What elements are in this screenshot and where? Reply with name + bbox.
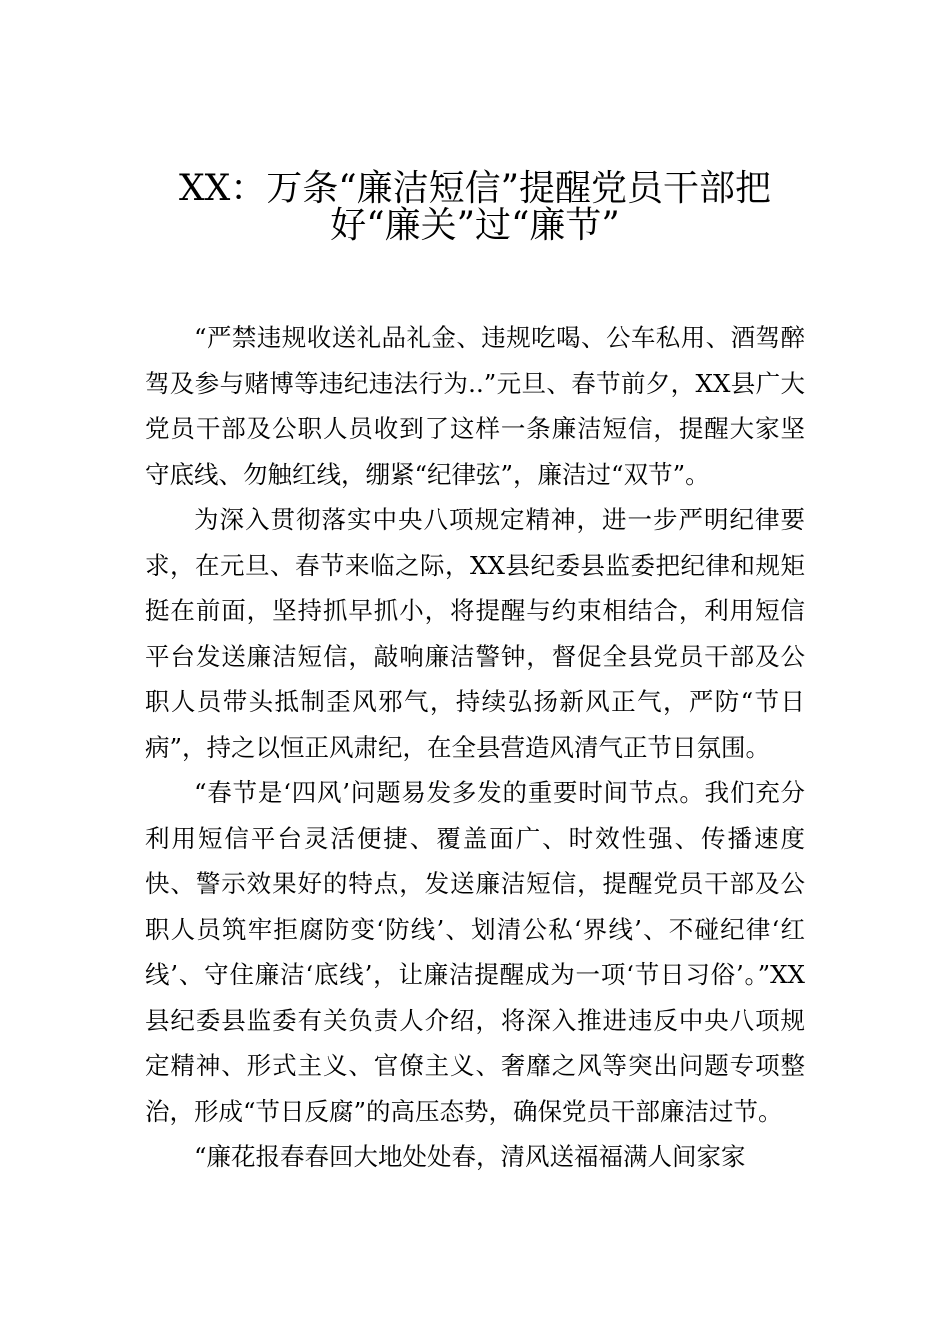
document-body [145, 315, 805, 1180]
paragraph-3: “春节是‘四风’问题易发多发的重要时间节点。我们充分利用短信平台灵活便捷、覆盖面广、时效性强、传播速度快、警示效果好的特点，发送廉洁短信，提醒党员干部及公职人员筑牢拒腐防变‘防线’、划清公私‘界线’、不碰纪律‘红线’、守住廉洁‘底线’，让廉洁提醒成为一项‘节日习俗’。”XX县纪委县监委有关负责人介绍，将深入推进违反中央八项规定精神、形式主义、官僚主义、奢靡之风等突出问题专项整治，形成“节日反腐”的高压态势，确保党员干部廉洁过节。 [145, 778, 805, 1126]
paragraph-2: 为深入贯彻落实中央八项规定精神，进一步严明纪律要求，在元旦、春节来临之际，XX县纪委县监委把纪律和规矩挺在前面，坚持抓早抓小，将提醒与约束相结合，利用短信平台发送廉洁短信，敲响廉洁警钟，督促全县党员干部及公职人员带头抵制歪风邪气，持续弘扬新风正气，严防“节日病”，持之以恒正风肃纪，在全县营造风清气正节日氛围。 [145, 505, 805, 762]
paragraph-4: “廉花报春春回大地处处春，清风送福福满人间家家 [194, 1142, 746, 1171]
document-title-line-2: 好“廉关”过“廉节” [330, 205, 620, 246]
paragraph-1: “严禁违规收送礼品礼金、违规吃喝、公车私用、酒驾醉驾及参与赌博等违纪违法行为..”元旦、春节前夕，XX县广大党员干部及公职人员收到了这样一条廉洁短信，提醒大家坚守底线、勿触红线，绷紧“纪律弦”，廉洁过“双节”。 [145, 323, 805, 489]
document-title-line-1: XX：万条“廉洁短信”提醒党员干部把 [178, 168, 772, 209]
